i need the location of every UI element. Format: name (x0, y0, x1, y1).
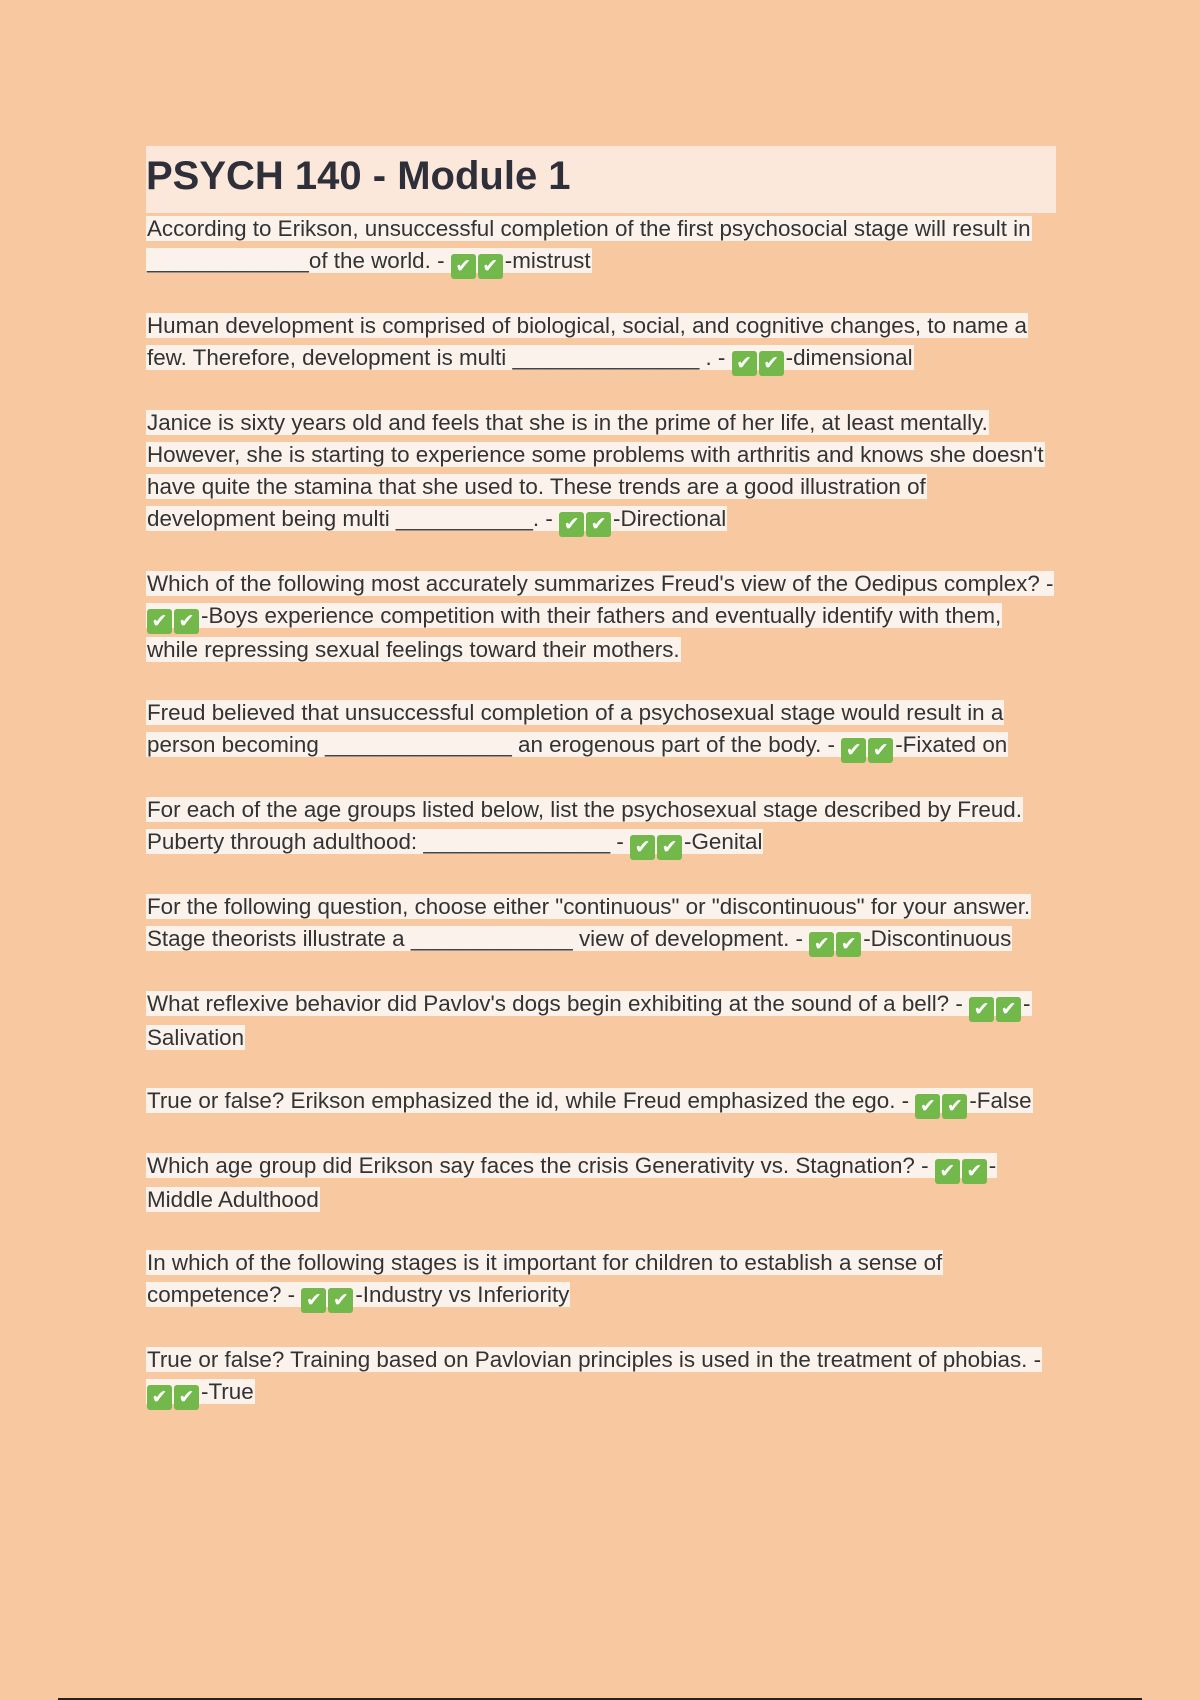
answer-text: -Industry vs Inferiority (355, 1282, 570, 1307)
qa-item (146, 697, 1056, 763)
qa-text (146, 797, 1023, 858)
question-text: Janice is sixty years old and feels that she is in the prime of her life, at least mentally. However, she is starting to experience some problems with arthritis and knows she doesn't have quite the stamina that she used to. These trends are a good illustration of development being multi ___________. - (147, 410, 1044, 531)
check-mark-icon: ✔ (836, 932, 861, 957)
qa-text (146, 1153, 997, 1212)
question-text: In which of the following stages is it important for children to establish a sense of competence? - (147, 1250, 943, 1307)
document-page (146, 146, 1056, 1441)
check-mark-icon: ✔ (174, 1385, 199, 1410)
answer-text: -Salivation (147, 991, 1031, 1050)
check-mark-icon: ✔ (841, 738, 866, 763)
check-mark-icon: ✔ (732, 351, 757, 376)
qa-item (146, 1344, 1056, 1410)
title-banner (146, 146, 1056, 213)
check-mark-icon: ✔ (657, 835, 682, 860)
question-text: Puberty through adulthood: _______________ - (147, 829, 631, 854)
check-mark-icon: ✔ (969, 997, 994, 1022)
answer-text: -Fixated on (895, 732, 1008, 757)
check-mark-icon: ✔ (915, 1094, 940, 1119)
question-text: Stage theorists illustrate a _____________ view of development. - (147, 926, 810, 951)
qa-list (146, 213, 1056, 1410)
qa-text (146, 410, 1045, 535)
question-text: For each of the age groups listed below, list the psychosexual stage described by Freud. (147, 797, 1022, 822)
question-text: Which of the following most accurately summarizes Freud's view of the Oedipus complex? - (147, 571, 1054, 596)
question-text: Freud believed that unsuccessful completion of a psychosexual stage would result in a person becoming _______________ an erogenous part of the body. - (147, 700, 1004, 757)
page-title: PSYCH 140 - Module 1 (146, 154, 571, 198)
qa-text (146, 700, 1008, 761)
check-mark-icon: ✔ (630, 835, 655, 860)
check-mark-icon: ✔ (962, 1159, 987, 1184)
check-mark-icon: ✔ (996, 997, 1021, 1022)
check-mark-icon: ✔ (174, 609, 199, 634)
question-text: True or false? Training based on Pavlovian principles is used in the treatment of phobias. - (147, 1347, 1042, 1372)
question-text: Which age group did Erikson say faces the crisis Generativity vs. Stagnation? - (147, 1153, 935, 1178)
answer-text: -Directional (613, 506, 727, 531)
qa-item (146, 988, 1056, 1054)
check-mark-icon: ✔ (559, 512, 584, 537)
check-mark-icon: ✔ (809, 932, 834, 957)
check-mark-icon: ✔ (759, 351, 784, 376)
qa-text (146, 991, 1032, 1050)
qa-item (146, 1247, 1056, 1313)
check-mark-icon: ✔ (868, 738, 893, 763)
qa-text (146, 313, 1028, 374)
answer-text: -Boys experience competition with their fathers and eventually identify with them, while repressing sexual feelings toward their mothers. (147, 603, 1002, 662)
answer-text: -Genital (684, 829, 763, 854)
answer-text: -False (969, 1088, 1032, 1113)
check-mark-icon: ✔ (478, 254, 503, 279)
question-text: True or false? Erikson emphasized the id, while Freud emphasized the ego. - (147, 1088, 916, 1113)
check-mark-icon: ✔ (301, 1288, 326, 1313)
check-mark-icon: ✔ (586, 512, 611, 537)
check-mark-icon: ✔ (147, 609, 172, 634)
qa-item (146, 310, 1056, 376)
answer-text: -mistrust (504, 248, 591, 273)
check-mark-icon: ✔ (942, 1094, 967, 1119)
check-mark-icon: ✔ (451, 254, 476, 279)
qa-text (146, 571, 1054, 662)
qa-item (146, 407, 1056, 537)
qa-text (146, 216, 1032, 277)
qa-item (146, 794, 1056, 860)
qa-item (146, 213, 1056, 279)
qa-text (146, 1250, 943, 1311)
check-mark-icon: ✔ (328, 1288, 353, 1313)
qa-text (146, 1088, 1033, 1117)
answer-text: -Discontinuous (863, 926, 1012, 951)
check-mark-icon: ✔ (935, 1159, 960, 1184)
qa-item (146, 568, 1056, 666)
answer-text: -True (201, 1379, 254, 1404)
question-text: What reflexive behavior did Pavlov's dogs begin exhibiting at the sound of a bell? - (147, 991, 970, 1016)
qa-item (146, 1085, 1056, 1119)
qa-text (146, 1347, 1042, 1408)
answer-text: -dimensional (785, 345, 913, 370)
question-text: Human development is comprised of biological, social, and cognitive changes, to name a few. Therefore, development is multi _______________ . - (147, 313, 1027, 370)
check-mark-icon: ✔ (147, 1385, 172, 1410)
question-text: According to Erikson, unsuccessful completion of the first psychosocial stage will result in _____________of the world. - (147, 216, 1031, 273)
question-text: For the following question, choose either "continuous" or "discontinuous" for your answer. (147, 894, 1031, 919)
answer-text: -Middle Adulthood (147, 1153, 997, 1212)
qa-item (146, 891, 1056, 957)
qa-text (146, 894, 1031, 955)
qa-item (146, 1150, 1056, 1216)
